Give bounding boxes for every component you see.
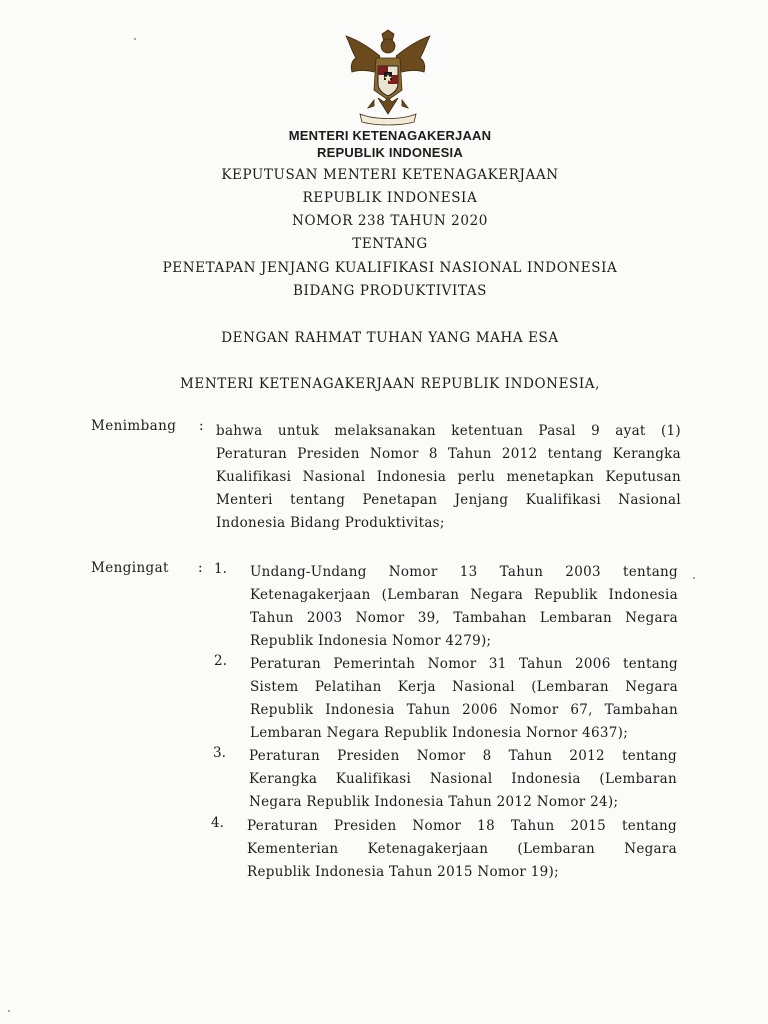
menimbang-label: Menimbang xyxy=(91,418,177,434)
mengingat-line: Ketenagakerjaan (Lembaran Negara Republik Indonesia xyxy=(250,587,678,603)
mengingat-line: Peraturan Presiden Nomor 8 Tahun 2012 tentang xyxy=(249,748,677,764)
mengingat-line: Republik Indonesia Tahun 2006 Nomor 67, Tambahan xyxy=(250,702,678,718)
mengingat-item-1 xyxy=(250,561,678,653)
decree-subject-line2: BIDANG PRODUKTIVITAS xyxy=(293,283,487,299)
mengingat-item-3 xyxy=(249,745,677,814)
mengingat-line: Republik Indonesia Tahun 2015 Nomor 19); xyxy=(247,864,559,880)
mengingat-line: Peraturan Presiden Nomor 18 Tahun 2015 tentang xyxy=(247,818,677,834)
mengingat-line: Peraturan Pemerintah Nomor 31 Tahun 2006 tentang xyxy=(250,656,678,672)
decree-number: NOMOR 238 TAHUN 2020 xyxy=(292,213,488,229)
ministry-heading-line2: REPUBLIK INDONESIA xyxy=(317,145,463,160)
mengingat-colon: : xyxy=(198,560,203,576)
mengingat-item-4 xyxy=(247,815,677,884)
menimbang-line: Kualifikasi Nasional Indonesia perlu menetapkan Keputusan xyxy=(216,469,681,485)
mengingat-line: Sistem Pelatihan Kerja Nasional (Lembaran Negara xyxy=(250,679,678,695)
mengingat-line: Tahun 2003 Nomor 39, Tambahan Lembaran Negara xyxy=(250,610,678,626)
mengingat-line: Kementerian Ketenagakerjaan (Lembaran Negara xyxy=(247,841,677,857)
mengingat-line: Lembaran Negara Republik Indonesia Nornor 4637); xyxy=(250,725,629,741)
mengingat-line: Undang-Undang Nomor 13 Tahun 2003 tentang xyxy=(250,564,678,580)
decree-title-line2: REPUBLIK INDONESIA xyxy=(302,190,478,206)
menimbang-line: Indonesia Bidang Produktivitas; xyxy=(216,515,445,531)
mengingat-line: Kerangka Kualifikasi Nasional Indonesia (Lembaran xyxy=(249,771,677,787)
mengingat-item-number: 3. xyxy=(213,745,226,761)
authority-line: MENTERI KETENAGAKERJAAN REPUBLIK INDONESIA, xyxy=(179,376,601,392)
menimbang-line: bahwa untuk melaksanakan ketentuan Pasal 9 ayat (1) xyxy=(216,423,681,439)
invocation: DENGAN RAHMAT TUHAN YANG MAHA ESA xyxy=(221,330,559,346)
mengingat-item-number: 4. xyxy=(211,815,224,831)
mengingat-item-number: 2. xyxy=(214,653,227,669)
decree-about: TENTANG xyxy=(352,236,428,252)
menimbang-line: Peraturan Presiden Nomor 8 Tahun 2012 tentang Kerangka xyxy=(216,446,681,462)
mengingat-line: Republik Indonesia Nomor 4279); xyxy=(250,633,492,649)
mengingat-item-2 xyxy=(250,653,678,745)
menimbang-colon: : xyxy=(199,418,204,434)
mengingat-line: Negara Republik Indonesia Tahun 2012 Nomor 24); xyxy=(249,794,619,810)
scan-speck xyxy=(693,577,695,579)
mengingat-item-number: 1. xyxy=(214,561,227,577)
menimbang-paragraph xyxy=(216,420,681,535)
decree-subject-line1: PENETAPAN JENJANG KUALIFIKASI NASIONAL INDONESIA xyxy=(162,260,618,276)
scan-speck xyxy=(8,1010,10,1012)
garuda-emblem-icon xyxy=(340,28,436,126)
mengingat-label: Mengingat xyxy=(91,560,169,576)
menimbang-line: Menteri tentang Penetapan Jenjang Kualifikasi Nasional xyxy=(216,492,681,508)
ministry-heading-line1: MENTERI KETENAGAKERJAAN xyxy=(288,128,492,143)
decree-title-line1: KEPUTUSAN MENTERI KETENAGAKERJAAN xyxy=(221,167,559,183)
scan-speck xyxy=(134,38,136,40)
